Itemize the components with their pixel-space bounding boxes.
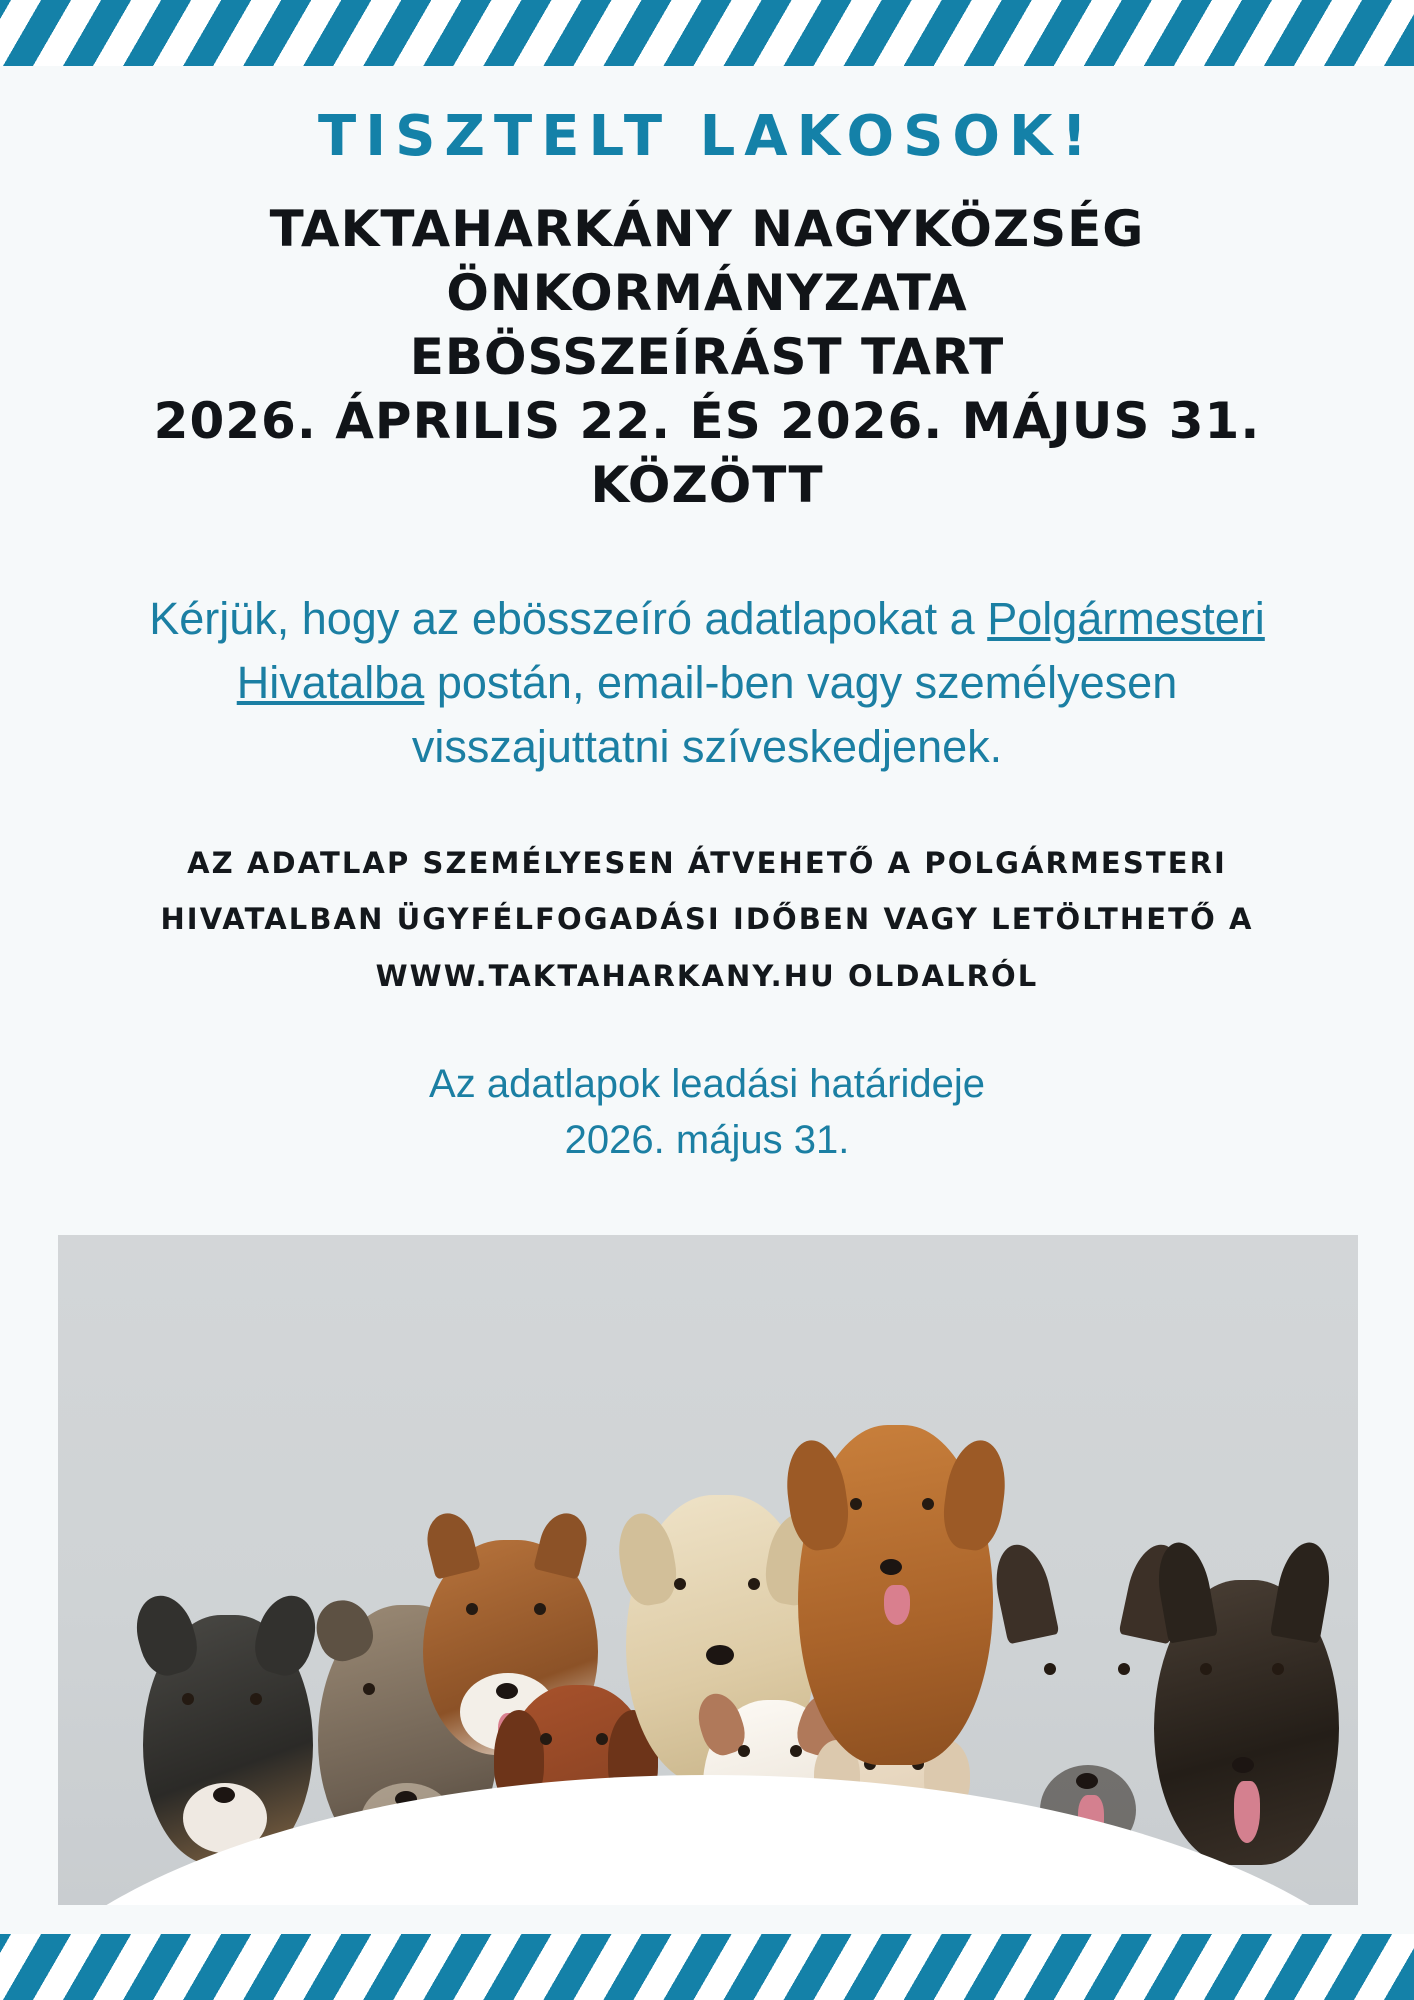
pickup-line-1: AZ ADATLAP SZEMÉLYESEN ÁTVEHETŐ A POLGÁRMESTERI bbox=[187, 845, 1227, 880]
announcement-subheading bbox=[77, 197, 1337, 517]
dog-eye-right bbox=[534, 1603, 546, 1615]
request-text-part-2: postán, email-ben vagy személyesen visszajuttatni szíveskedjenek. bbox=[411, 656, 1178, 772]
office-link[interactable]: Polgármesteri Hivatalba bbox=[236, 593, 1265, 708]
dogs-photo bbox=[58, 1235, 1358, 1905]
dog-ear-left bbox=[421, 1508, 481, 1579]
dog-eye-left bbox=[466, 1603, 478, 1615]
dog-eye-right bbox=[922, 1498, 934, 1510]
dog-eye-left bbox=[182, 1693, 194, 1705]
request-paragraph bbox=[147, 587, 1267, 779]
deadline-date: 2026. május 31. bbox=[564, 1118, 850, 1163]
dog-eye-left bbox=[540, 1733, 552, 1745]
dog-eye-right bbox=[1272, 1663, 1284, 1675]
subheading-line-2: EBÖSSZEÍRÁST TART bbox=[409, 328, 1005, 386]
dog-tongue bbox=[1234, 1781, 1260, 1843]
dog-ear-left bbox=[1152, 1538, 1218, 1643]
dog-nose bbox=[706, 1645, 734, 1665]
dog-nose bbox=[213, 1787, 235, 1803]
dog-eye-right bbox=[596, 1733, 608, 1745]
dog-nose bbox=[1076, 1773, 1098, 1789]
dog-nose bbox=[1232, 1757, 1254, 1773]
dog-australian-shepherd bbox=[138, 1565, 318, 1865]
deadline-block bbox=[429, 1056, 985, 1168]
dog-eye-right bbox=[748, 1578, 760, 1590]
dog-eye-left bbox=[363, 1683, 375, 1695]
dog-eye-left bbox=[674, 1578, 686, 1590]
decorative-stripe-bottom bbox=[0, 1934, 1414, 2000]
request-text-part-1: Kérjük, hogy az ebösszeíró adatlapokat a bbox=[149, 593, 988, 644]
dog-eye-left bbox=[738, 1745, 750, 1757]
dog-eye-right bbox=[1118, 1663, 1130, 1675]
deadline-label: Az adatlapok leadási határideje bbox=[429, 1062, 985, 1107]
dog-tongue bbox=[884, 1585, 910, 1625]
dog-eye-right bbox=[250, 1693, 262, 1705]
dog-eye-left bbox=[1200, 1663, 1212, 1675]
pickup-instructions bbox=[107, 835, 1307, 1005]
dog-ear-right bbox=[533, 1508, 593, 1579]
subheading-line-1: TAKTAHARKÁNY NAGYKÖZSÉG ÖNKORMÁNYZATA bbox=[269, 200, 1145, 322]
subheading-line-3: 2026. ÁPRILIS 22. ÉS 2026. MÁJUS 31. KÖZÖTT bbox=[153, 392, 1261, 514]
dog-vizsla bbox=[788, 1385, 1008, 1765]
dog-nose bbox=[880, 1559, 902, 1575]
dog-eye-left bbox=[850, 1498, 862, 1510]
dog-eye-left bbox=[1044, 1663, 1056, 1675]
pickup-line-3-website[interactable]: WWW.TAKTAHARKANY.HU OLDALRÓL bbox=[375, 958, 1039, 993]
dog-malinois bbox=[1148, 1545, 1348, 1865]
decorative-stripe-top bbox=[0, 0, 1414, 66]
pickup-line-2: HIVATALBAN ÜGYFÉLFOGADÁSI IDŐBEN VAGY LETÖLTHETŐ A bbox=[160, 902, 1254, 937]
dog-ear-right bbox=[1270, 1538, 1336, 1643]
dog-ear-left bbox=[989, 1540, 1060, 1645]
page-title: TISZTELT LAKOSOK! bbox=[318, 104, 1096, 169]
